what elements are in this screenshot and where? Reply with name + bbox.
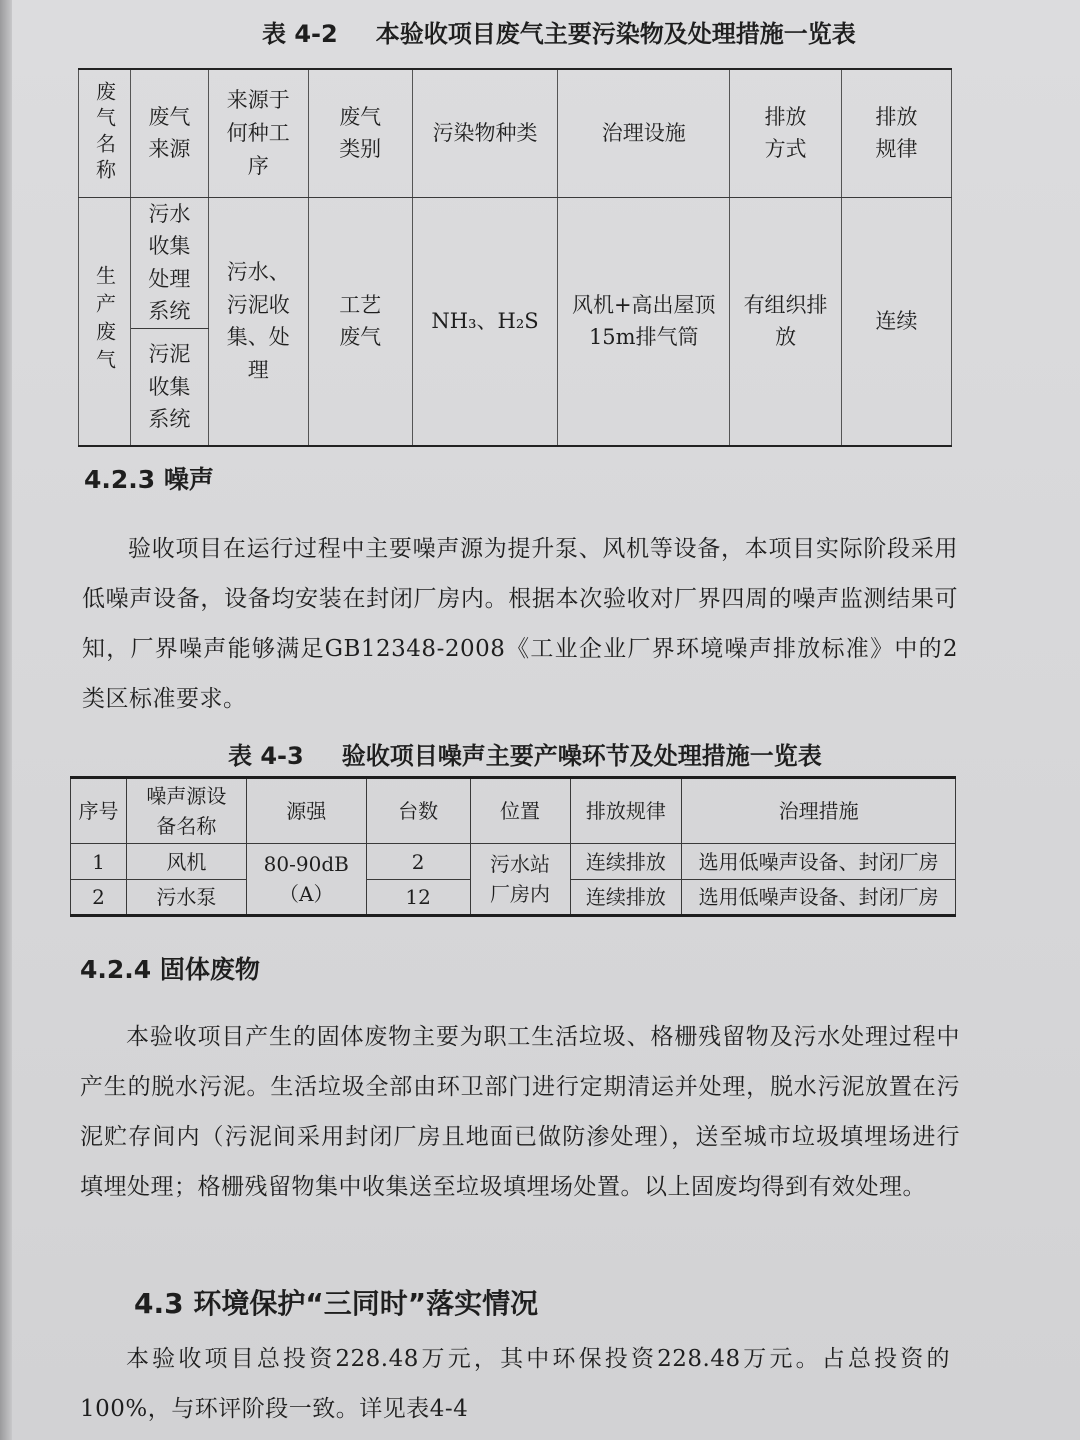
cell-row1-pattern: 连续排放: [570, 844, 682, 880]
table-4-2-caption: [262, 14, 856, 49]
cell-source-wastewater-system: 污水收集处理系统: [130, 197, 208, 328]
cell-row2-device: 污水泵: [126, 880, 246, 916]
header-waste-gas-source: 废气来源: [130, 69, 208, 197]
cell-row1-no: 1: [71, 844, 127, 880]
header-process-source: 来源于何种工序: [208, 69, 308, 197]
cell-facility: 风机+高出屋顶15m排气筒: [558, 197, 730, 446]
cell-row1-device: 风机: [126, 844, 246, 880]
cell-row2-measure: 选用低噪声设备、封闭厂房: [682, 880, 956, 916]
cell-pollutant: NH₃、H₂S: [412, 197, 558, 446]
header-waste-gas-name: 废气名称: [79, 69, 131, 197]
header-source-level: 源强: [246, 778, 366, 844]
cell-location: 污水站厂房内: [470, 844, 570, 916]
cell-row2-pattern: 连续排放: [570, 880, 682, 916]
table-4-3-number: 表 4-3: [228, 742, 304, 770]
header-emission-method: 排放方式: [730, 69, 842, 197]
section-4-2-4-heading: 4.2.4 固体废物: [80, 955, 260, 984]
cell-emission-pattern: 连续: [842, 197, 952, 446]
cell-row2-count: 12: [366, 880, 470, 916]
cell-production-waste-gas: 生产废气: [79, 197, 131, 446]
header-location: 位置: [470, 778, 570, 844]
section-4-3-paragraph: 本验收项目总投资228.48万元，其中环保投资228.48万元。占总投资的100%，与环评阶段一致。详见表4-4: [80, 1346, 950, 1422]
section-4-3-heading: 4.3 环境保护“三同时”落实情况: [134, 1287, 539, 1320]
table-row: [79, 197, 952, 328]
table-4-2-header-row: [79, 69, 952, 197]
table-4-2-title: 本验收项目废气主要污染物及处理措施一览表: [375, 20, 856, 48]
cell-category: 工艺废气: [308, 197, 412, 446]
table-4-2: [78, 68, 952, 447]
cell-source-level: 80-90dB（A）: [246, 844, 366, 916]
cell-source-sludge-system: 污泥收集系统: [130, 328, 208, 446]
header-emission-pattern: 排放规律: [842, 69, 952, 197]
header-treatment-measure: 治理措施: [682, 778, 956, 844]
table-4-3-title: 验收项目噪声主要产噪环节及处理措施一览表: [341, 742, 822, 770]
section-4-2-3-heading: 4.2.3 噪声: [84, 465, 214, 494]
page-edge-shadow: [0, 0, 12, 1440]
header-emission-pattern: 排放规律: [570, 778, 682, 844]
header-serial-no: 序号: [71, 778, 127, 844]
table-4-2-number: 表 4-2: [262, 20, 338, 48]
cell-process: 污水、污泥收集、处理: [208, 197, 308, 446]
header-count: 台数: [366, 778, 470, 844]
cell-emission-method: 有组织排放: [730, 197, 842, 446]
cell-row1-count: 2: [366, 844, 470, 880]
table-4-3: [70, 776, 956, 917]
table-row: [71, 844, 956, 880]
table-4-3-caption: [228, 736, 822, 771]
cell-row1-measure: 选用低噪声设备、封闭厂房: [682, 844, 956, 880]
section-4-2-3-paragraph: 验收项目在运行过程中主要噪声源为提升泵、风机等设备，本项目实际阶段采用低噪声设备，设备均安装在封闭厂房内。根据本次验收对厂界四周的噪声监测结果可知，厂界噪声能够满足GB12348-2008《工业企业厂界环境噪声排放标准》中的2类区标准要求。: [82, 536, 958, 712]
header-treatment-facility: 治理设施: [558, 69, 730, 197]
header-waste-gas-category: 废气类别: [308, 69, 412, 197]
cell-row2-no: 2: [71, 880, 127, 916]
table-4-3-header-row: [71, 778, 956, 844]
section-4-2-4-paragraph: 本验收项目产生的固体废物主要为职工生活垃圾、格栅残留物及污水处理过程中产生的脱水污泥。生活垃圾全部由环卫部门进行定期清运并处理，脱水污泥放置在污泥贮存间内（污泥间采用封闭厂房且地面已做防渗处理），送至城市垃圾填埋场进行填埋处理；格栅残留物集中收集送至垃圾填埋场处置。以上固废均得到有效处理。: [80, 1024, 960, 1200]
header-noise-device: 噪声源设备名称: [126, 778, 246, 844]
header-pollutant-type: 污染物种类: [412, 69, 558, 197]
